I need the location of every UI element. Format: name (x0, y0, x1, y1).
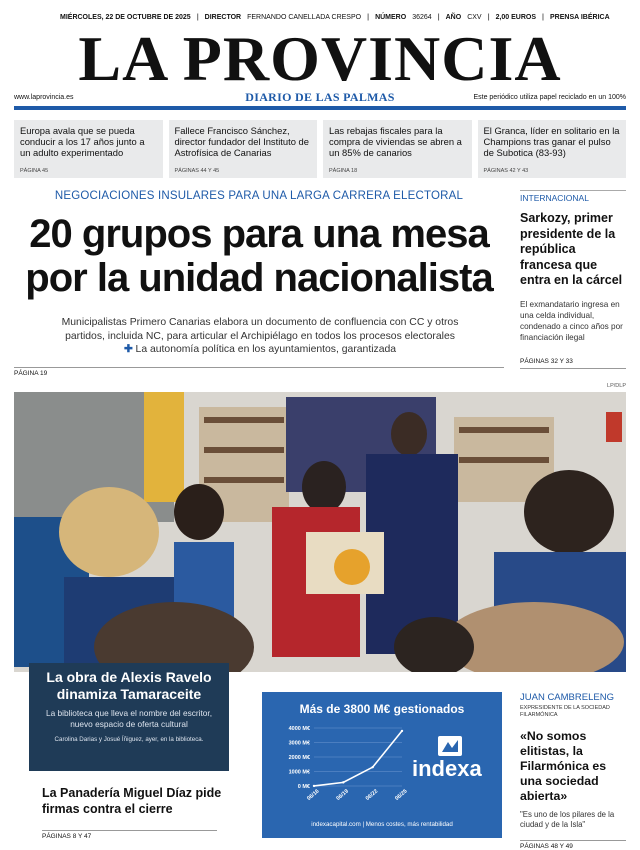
year-label: AÑO (445, 14, 462, 21)
teaser-page: PÁGINAS 44 Y 45 (174, 168, 220, 174)
director-name: FERNANDO CANELLADA CRESPO (247, 14, 362, 21)
photo-credit: LP/DLP (607, 383, 626, 389)
site-url[interactable]: www.laprovincia.es (14, 94, 74, 101)
ad-title: Más de 3800 M€ gestionados (299, 702, 465, 716)
interview-author: JUAN CAMBRELENG (520, 692, 614, 703)
lead-headline[interactable]: 20 grupos para una mesa por la unidad nacionalista (25, 212, 493, 300)
indexa-logo-icon (438, 736, 462, 756)
lead-summary-text: Municipalistas Primero Canarias elabora un documento de confluencia con CC y otros partidos, incluida NC, para articular el Archipiélago en todos los procesos electorales (61, 317, 459, 342)
data-point (401, 730, 403, 732)
x-tick-label: 06/19 (335, 788, 350, 802)
interview-column (520, 692, 626, 850)
issue-number: 36264 (412, 14, 432, 21)
press-group: PRENSA IBÉRICA (550, 14, 610, 21)
secondary-headline[interactable]: La Panadería Miguel Díaz pide firmas contra el cierre (42, 786, 222, 816)
photo-caption-box (29, 663, 229, 771)
interview-deck: "Es uno de los pilares de la ciudad y de la Isla" (520, 810, 615, 829)
teaser-page: PÁGINA 45 (20, 168, 49, 174)
y-tick-label: 4000 M€ (288, 726, 310, 732)
y-tick-label: 1000 M€ (288, 769, 310, 776)
international-headline[interactable]: Sarkozy, primer presidente de la república francesa que entra en la cárcel (520, 211, 623, 287)
y-tick-label: 0 M€ (297, 784, 310, 790)
lead-page-ref: PÁGINA 19 (14, 367, 504, 377)
lead-kicker: NEGOCIACIONES INSULARES PARA UNA LARGA CARRERA ELECTORAL (54, 190, 464, 202)
plus-icon: ✚ (123, 344, 133, 355)
teaser-text: Fallece Francisco Sánchez, director fundador del Instituto de Astrofísica de Canarias (174, 125, 309, 158)
y-tick-label: 3000 M€ (288, 740, 310, 747)
number-label: NÚMERO (375, 14, 407, 21)
international-page-ref: PÁGINAS 32 Y 33 (520, 358, 626, 369)
series-line (314, 731, 402, 786)
x-tick-label: 06/25 (394, 788, 409, 802)
teaser-page: PÁGINA 18 (329, 168, 358, 174)
price: 2,00 EUROS (495, 14, 537, 21)
y-tick-label: 2000 M€ (288, 755, 310, 761)
interview-role: EXPRESIDENTE DE LA SOCIEDAD FILARMÓNICA (520, 705, 610, 718)
ad-footer: indexacapital.com | Menos costes, más rentabilidad (311, 821, 453, 828)
teaser-item[interactable] (14, 120, 163, 178)
secondary-page-ref: PÁGINAS 8 Y 47 (42, 830, 217, 840)
data-point (313, 785, 315, 787)
teaser-text: El Granca, líder en solitario en la Champions tras ganar el pulso de Subotica (83-93) (483, 125, 620, 158)
x-tick-label: 06/16 (306, 788, 321, 802)
interview-page-ref: PÁGINAS 48 Y 49 (520, 840, 626, 850)
international-deck: El exmandatario ingresa en una celda individual, condenado a cinco años por financiación ilegal (520, 299, 623, 342)
interview-quote[interactable]: «No somos elitistas, la Filarmónica es una sociedad abierta» (520, 729, 607, 803)
teaser-item[interactable] (323, 120, 472, 178)
photo-caption-headline[interactable]: La obra de Alexis Ravelo dinamiza Tamaraceite (46, 669, 212, 702)
x-tick-label: 06/22 (364, 788, 380, 802)
teaser-item[interactable] (478, 120, 627, 178)
masthead-title: LA PROVINCIA (78, 23, 562, 94)
issue-date: MIÉRCOLES, 22 DE OCTUBRE DE 2025 (60, 14, 191, 21)
ad-line-chart (270, 722, 410, 810)
lead-summary (60, 316, 460, 357)
photo-caption-deck: La biblioteca que lleva el nombre del escritor, nuevo espacio de oferta cultural (45, 708, 213, 729)
international-section-label: INTERNACIONAL (520, 190, 626, 203)
ad-brand: indexa (412, 756, 482, 781)
photo-caption-credit: Carolina Darias y Josué Íñiguez, ayer, en la biblioteca. (54, 736, 204, 743)
teaser-text: Las rebajas fiscales para la compra de viviendas se abren a un 85% de canarios (329, 125, 462, 158)
lead-photo-image (14, 392, 626, 672)
teaser-page: PÁGINAS 42 Y 43 (483, 168, 529, 174)
teaser-text: Europa avala que se pueda conducir a los 17 años junto a un adulto experimentado (20, 125, 145, 158)
lead-summary-extra: La autonomía política en los ayuntamientos, garantizada (135, 344, 397, 355)
data-point (371, 766, 373, 768)
indexa-ad[interactable] (262, 692, 502, 838)
international-column (520, 190, 626, 369)
recycled-paper-note: Este periódico utiliza papel reciclado en un 100% (473, 94, 626, 101)
data-point (342, 781, 344, 783)
meta-line: MIÉRCOLES, 22 DE OCTUBRE DE 2025 | DIRECTOR FERNANDO CANELLADA CRESPO | NÚMERO 36264 | AÑO CXV | 2,00 EUROS | PRENSA IBÉRICA (60, 14, 610, 21)
teaser-item[interactable] (169, 120, 318, 178)
director-label: DIRECTOR (204, 14, 242, 21)
issue-year: CXV (467, 14, 482, 21)
masthead-subtitle: DIARIO DE LAS PALMAS (245, 90, 395, 104)
lead-photo (14, 392, 626, 672)
teaser-strip (14, 120, 626, 178)
masthead-divider (14, 106, 626, 110)
